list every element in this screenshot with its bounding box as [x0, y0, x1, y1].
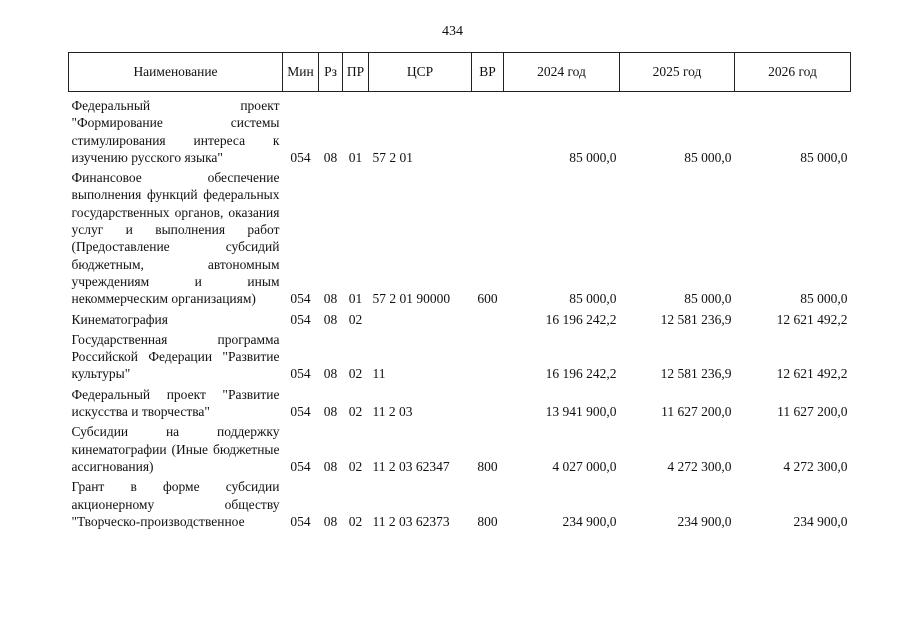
row-vr — [472, 311, 504, 331]
row-vr — [472, 386, 504, 424]
header-2025: 2025 год — [620, 53, 735, 92]
row-pr: 02 — [348, 458, 363, 474]
row-csr: 11 2 03 62347 — [372, 458, 450, 474]
row-2025: 4 272 300,0 — [667, 458, 732, 474]
header-min: Мин — [283, 53, 319, 92]
row-name: Государственная программа Российской Федерации "Развитие культуры" — [71, 331, 280, 382]
row-2025: 11 627 200,0 — [661, 404, 732, 420]
budget-table — [68, 52, 851, 533]
row-2024: 13 941 900,0 — [545, 404, 617, 420]
row-min: 054 — [290, 513, 311, 529]
row-rz: 08 — [323, 513, 338, 529]
row-min: 054 — [290, 366, 311, 382]
header-rz: Рз — [319, 53, 343, 92]
row-name: Кинематография — [71, 311, 168, 327]
row-pr: 02 — [348, 311, 363, 327]
table-row — [69, 311, 851, 331]
row-vr — [472, 92, 504, 170]
row-2025: 12 581 236,9 — [660, 366, 732, 382]
row-2024: 85 000,0 — [569, 291, 617, 307]
row-2026: 12 621 492,2 — [776, 366, 848, 382]
row-rz: 08 — [323, 366, 338, 382]
row-rz: 08 — [323, 291, 338, 307]
row-2026: 85 000,0 — [800, 149, 848, 165]
row-vr: 800 — [477, 513, 498, 529]
table-row — [69, 386, 851, 424]
row-2026: 85 000,0 — [800, 291, 848, 307]
row-vr: 600 — [477, 291, 498, 307]
row-2024: 16 196 242,2 — [545, 366, 617, 382]
row-name: Федеральный проект "Формирование системы стимулирования интереса к изучению русского языка" — [71, 98, 280, 165]
header-2024: 2024 год — [504, 53, 620, 92]
table-row — [69, 169, 851, 310]
row-2024: 16 196 242,2 — [545, 311, 617, 327]
row-2026: 11 627 200,0 — [777, 404, 848, 420]
row-2024: 234 900,0 — [562, 513, 617, 529]
table-row — [69, 478, 851, 533]
row-min: 054 — [290, 149, 311, 165]
row-pr: 01 — [348, 291, 363, 307]
row-csr: 11 2 03 62373 — [372, 513, 450, 529]
row-2024: 85 000,0 — [569, 149, 617, 165]
header-pr: ПР — [343, 53, 369, 92]
row-csr: 57 2 01 90000 — [372, 291, 451, 307]
row-2025: 12 581 236,9 — [660, 311, 732, 327]
row-csr — [369, 311, 472, 331]
row-rz: 08 — [323, 404, 338, 420]
row-min: 054 — [290, 311, 311, 327]
header-csr: ЦСР — [369, 53, 472, 92]
row-pr: 02 — [348, 404, 363, 420]
row-vr — [472, 331, 504, 386]
row-min: 054 — [290, 458, 311, 474]
header-vr: ВР — [472, 53, 504, 92]
header-name: Наименование — [69, 53, 283, 92]
row-name: Субсидии на поддержку кинематографии (Иные бюджетные ассигнования) — [71, 424, 280, 474]
row-2026: 4 272 300,0 — [783, 458, 848, 474]
table-row — [69, 92, 851, 170]
header-2026: 2026 год — [735, 53, 851, 92]
row-2024: 4 027 000,0 — [552, 458, 617, 474]
row-rz: 08 — [323, 458, 338, 474]
table-row — [69, 423, 851, 478]
row-rz: 08 — [323, 311, 338, 327]
page-number: 434 — [442, 24, 463, 39]
row-vr: 800 — [477, 458, 498, 474]
table-header-row — [69, 53, 851, 92]
row-name: Грант в форме субсидии акционерному обществу "Творческо-производственное — [71, 479, 280, 529]
row-2025: 85 000,0 — [684, 291, 732, 307]
row-rz: 08 — [323, 149, 338, 165]
row-2026: 234 900,0 — [793, 513, 848, 529]
row-csr: 11 2 03 — [372, 404, 413, 420]
row-2026: 12 621 492,2 — [776, 311, 848, 327]
row-name: Финансовое обеспечение выполнения функций федеральных государственных органов, оказания услуг и выполнения работ (Предоставление субсидий бюджетным, автономным учреждениям и иным некоммерческим организациям) — [71, 170, 280, 307]
row-2025: 85 000,0 — [684, 149, 732, 165]
row-2025: 234 900,0 — [677, 513, 732, 529]
row-min: 054 — [290, 291, 311, 307]
row-csr: 11 — [372, 366, 386, 382]
row-csr: 57 2 01 — [372, 149, 413, 165]
table-row — [69, 331, 851, 386]
row-name: Федеральный проект "Развитие искусства и творчества" — [71, 386, 280, 420]
row-min: 054 — [290, 404, 311, 420]
row-pr: 01 — [348, 149, 363, 165]
row-pr: 02 — [348, 513, 363, 529]
row-pr: 02 — [348, 366, 363, 382]
